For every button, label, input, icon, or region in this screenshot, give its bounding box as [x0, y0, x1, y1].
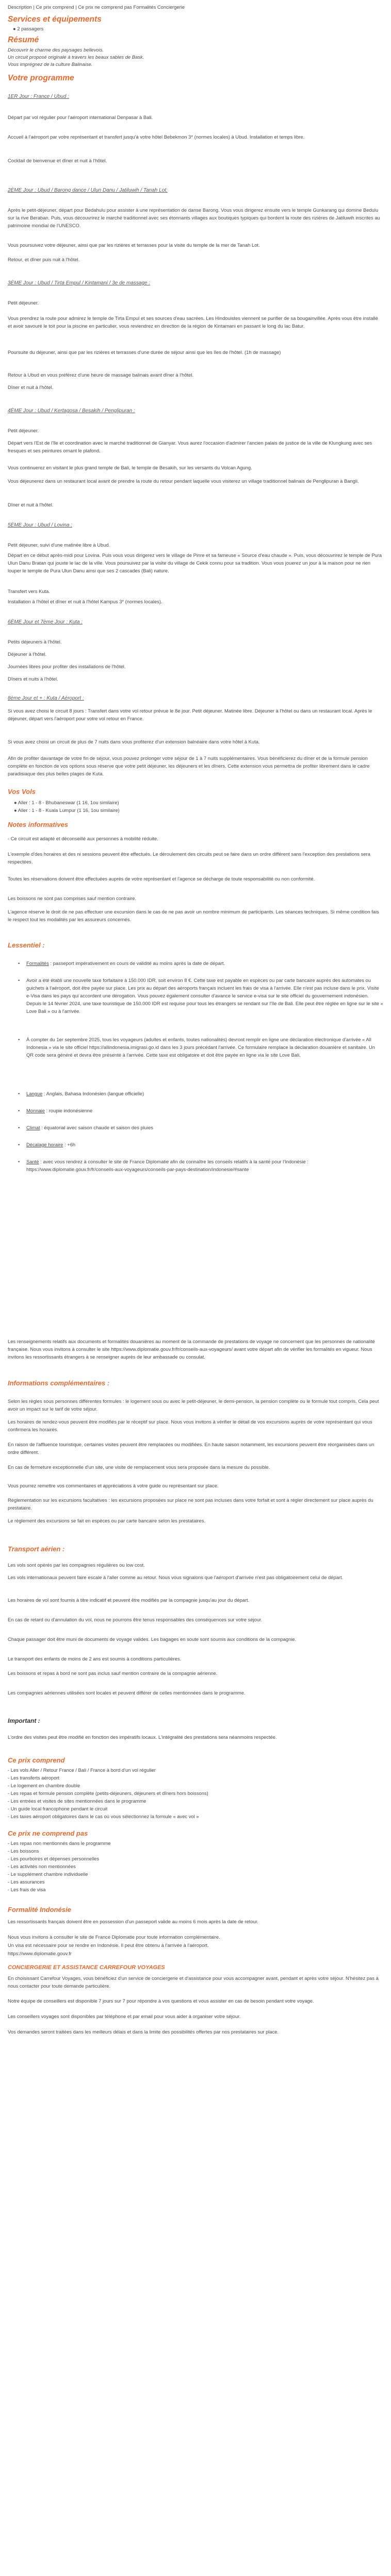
essentiel-item: • Monnaie : roupie indonésienne: [8, 1107, 383, 1114]
prix-ne-comprend-item: - Les repas non mentionnés dans le programme: [8, 1839, 383, 1847]
day-6-para-2: Déjeuner à l'hôtel.: [8, 651, 47, 657]
day-2-para-1: Après le petit-déjeuner, départ pour Bedahulu pour assister à une représentation de danse Barong. Vous vous dirigerez ensuite vers le temple Gunkarang qui domine Bedulu sur la rive Beraban. Puis, vous découvrirez le marché traditionnel avec ses étonnants villages aux boutiques typiques qui bordent la route des rizières de Jatiluwih inscrites au patrimoine mondial de l'UNESCO.: [8, 207, 380, 228]
programme-title: Votre programme: [8, 74, 74, 82]
services-title: Services et équipements: [8, 15, 102, 24]
comp-para-7: Le règlement des excursions se fait en espèces ou par carte bancaire selon les prestataires.: [8, 1518, 206, 1523]
day-8-para-3: Afin de profiter davantage de votre fin de séjour, vous pouvez prolonger votre séjour de 1 à 7 nuits supplémentaires. Vous bénéficierez du dîner et de la formule pension complète en fonction de vos options sous réserve que votre petit déjeuner, les déjeuners et les dîners. Cette extension vous permettra de profiter librement dans le cadre paradisiaque des plus belles plages de Kuta.: [8, 755, 370, 776]
day-8-para-2: Si vous avez choisi un circuit de plus de 7 nuits dans vous profiterez d'un extension balnéaire dans votre hôtel à Kuta.: [8, 739, 260, 744]
important-para: L'ordre des visites peut être modifié en fonction des impératifs locaux. L'intégralité des prestations sera néanmoins respectée.: [8, 1734, 277, 1740]
prix-comprend-item: - Un guide local francophone pendant le circuit: [8, 1805, 383, 1812]
essentiel-title: Lessentiel :: [8, 941, 45, 949]
prix-ne-comprend-item: - Les frais de visa: [8, 1886, 383, 1893]
day-6-para-4: Dîners et nuits à l'hôtel.: [8, 676, 58, 682]
essentiel-item: • Climat : équatorial avec saison chaude et saison des pluies: [8, 1124, 383, 1131]
day-4-para-5: Dîner et nuit à l'hôtel.: [8, 502, 54, 507]
comp-para-2: Les horaires de rendez-vous peuvent être modifiés par le réceptif sur place. Nous vous invitons à vérifier le détail de vos excursions auprès de votre représentant qui vous confirmera les horaires.: [8, 1419, 372, 1432]
conciergerie-para-4: Vos demandes seront traitées dans les meilleurs délais et dans la limite des possibilités offertes par nos prestataires sur place.: [8, 2029, 279, 2035]
notes-para-1: - Ce circuit est adapté et déconseillé aux personnes à mobilité réduite.: [8, 836, 158, 841]
day-4-para-2: Départ vers l'Est de l'île et coordination avec le marché traditionnel de Gianyar. Vous aurez l'occasion d'admirer l'ancien palais de justice de la ville de Klungkung avec ses fresques et ses peintures ornant le plafond.: [8, 440, 372, 453]
transport-title: Transport aérien :: [8, 1545, 65, 1553]
transport-para-5: Chaque passager doit être muni de documents de voyage valides. Les bagages en soute sont soumis aux conditions de la compagnie.: [8, 1636, 297, 1642]
essentiel-item: • Santé : avec vous rendrez à consulter le site de France Diplomatie afin de connaître les conseils relatifs à la santé pour l'Indonésie : https://www.diplomatie.gouv.fr/fr/conseils-aux-voyageurs/conseils-par-pays-destination/indonesie/#sante: [8, 1158, 383, 1173]
prix-ne-comprend-list: [8, 1839, 383, 1893]
day-1-heading: 1ER Jour : France / Ubud :: [8, 94, 69, 99]
day-5-para-2: Départ en ce début après-midi pour Lovina. Puis vous vous dirigerez vers le village de Pinre et sa fameuse « Source d'eau chaude ». Puis, vous découvrirez le temple de Pura Ulun Danu Bratan qui jouxte le lac de la ville. Vous poursuivez par la visite du village de Cekik connu pour sa tradition. Vous vous jouerez un jour à la maison pour ne rien louper le temple de Pura Ulun Danu ainsi que ses 2 cascades (Bali) nature.: [8, 552, 382, 573]
day-1-para-2: Accueil à l'aéroport par votre représentant et transfert jusqu'à votre hôtel Bebekmon 3* (normes locales) à Ubud. Installation et temps libre.: [8, 134, 305, 140]
formalite-para-1: Les ressortissants français doivent être en possession d'un passeport valide au moins 6 mois après la date de retour.: [8, 1919, 258, 1924]
formalite-para-3: Un visa est nécessaire pour se rendre en Indonésie. Il peut être obtenu à l'arrivée à l'aéroport.: [8, 1942, 209, 1948]
day-2-para-2: Vous poursuivez votre déjeuner, ainsi que par les rizières et terrasses pour la visite du temple de la mer de Tanah Lot.: [8, 242, 260, 248]
prix-ne-comprend-item: - Les assurances: [8, 1878, 383, 1886]
day-3-para-3: Poursuite du déjeuner, ainsi que par les rizières et terrasses d'une durée de séjour ainsi que les îles de l'hôtel. (1h de massage): [8, 349, 281, 355]
transport-para-2: Les vols internationaux peuvent faire escale à l'aller comme au retour. Nous vous signalons que l'aéroport d'arrivée n'est pas obligatoirement celui de départ.: [8, 1574, 344, 1580]
service-item: ● 2 passagers: [13, 26, 44, 31]
day-6-heading: 6ÈME Jour et 7ème Jour : Kuta :: [8, 619, 83, 625]
important-title: Important :: [8, 1717, 40, 1724]
day-5-para-4: Installation à l'hôtel et dîner et nuit à l'hôtel Kampus 3* (normes locales).: [8, 599, 162, 604]
vol-item: ● Aller : 1 - 8 - Bhubaneswar (1 16, 1ou similaire): [14, 800, 119, 805]
essentiel-item: • Formalités : passeport impérativement en cours de validité au moins après la date de départ.: [8, 959, 383, 967]
essentiel-item: • Langue : Anglais, Bahasa Indonésien (langue officielle): [8, 1090, 383, 1097]
formalite-title: Formalité Indonésie: [8, 1906, 71, 1913]
day-6-para-1: Petits déjeuners à l'hôtel.: [8, 639, 62, 645]
transport-para-6: Le transport des enfants de moins de 2 ans est soumis à conditions particulières.: [8, 1656, 182, 1662]
complementaires-title: Informations complémentaires :: [8, 1379, 110, 1387]
breadcrumb[interactable]: Description | Ce prix comprend | Ce prix ne comprend pas Formalités Conciergerie: [8, 4, 185, 10]
day-5-para-3: Transfert vers Kuta.: [8, 588, 50, 594]
day-1-para-1: Départ par vol régulier pour l'aéroport international Denpasar à Bali.: [8, 114, 153, 120]
resume-title: Résumé: [8, 36, 39, 44]
comp-para-1: Selon les règles sous personnes différentes formules : le logement sous ou avec le petit-déjeuner, le demi-pension, la pension complète ou le formule tout compris. Cela peut avoir un impact sur le tarif de votre séjour.: [8, 1398, 379, 1412]
notes-para-3: Toutes les réservations doivent être effectuées auprès de votre représentant et l'agence se décharge de toute responsabilité ou non conformité.: [8, 876, 315, 882]
essentiel-item: • Avoir a été établi une nouvelle taxe forfaitaire à 150.000 IDR, soit environ 8 €. Cette taxe est payable en espèces ou par carte bancaire auprès des automates ou guichets à l'aéroport, doit être payée sur place. Les prix au départ des aéroports français incluent les frais de visa à l'arrivée. Elle n'est pas incluse dans le prix. Visite e-Visa dans les pays qui accordent une dérogation. Vous pouvez également consulter d'avance le service e-visa sur le site officiel du gouvernement indonésien. Depuis le 14 février 2024, une taxe touristique de 150.000 IDR est requise pour tous les étrangers se rendant sur l'île de Bali. Elle peut être réglée en ligne sur le site « Love Bali » ou à l'arrivée.: [8, 976, 383, 1015]
prix-ne-comprend-item: - Les pourboires et dépenses personnelles: [8, 1855, 383, 1862]
day-4-para-4: Vous déjeunerez dans un restaurant local avant de prendre la route du retour pendant laquelle vous visiterez un village traditionnel balinais de Penglipuran à Bangli.: [8, 478, 359, 484]
conciergerie-para-3: Les conseillers voyages sont disponibles par téléphone et par email pour vous aider à organiser votre séjour.: [8, 2013, 241, 2019]
transport-para-1: Les vols sont opérés par les compagnies régulières ou low cost.: [8, 1562, 145, 1568]
prix-comprend-list: [8, 1766, 383, 1820]
day-3-para-5: Dîner et nuit à l'hôtel.: [8, 384, 54, 390]
prix-ne-comprend-title: Ce prix ne comprend pas: [8, 1829, 88, 1837]
services-list: [8, 25, 383, 32]
transport-para-4: En cas de retard ou d'annulation du vol, nous ne pourrons être tenus responsables des conséquences sur votre séjour.: [8, 1617, 263, 1622]
prix-ne-comprend-item: - Les boissons: [8, 1847, 383, 1855]
notes-para-2: L'exemple d'des horaires et des ni sessions peuvent être effectués. Le déroulement des circuits peut se faire dans un ordre différent sans l'exception des prestations sera respectées.: [8, 851, 370, 865]
day-4-para-1: Petit déjeuner.: [8, 428, 39, 433]
comp-para-5: Vous pourrez remettre vos commentaires et appréciations à votre guide ou représentant sur place.: [8, 1483, 219, 1488]
vols-list: [8, 799, 383, 814]
prix-comprend-item: - Les taxes aéroport obligatoires dans le cas où vous sélectionnez la formule « avec vol »: [8, 1812, 383, 1820]
comp-para-6: Réglementation sur les excursions facultatives : les excursions proposées sur place ne sont pas incluses dans votre forfait et sont à régler directement sur place auprès du prestataire.: [8, 1497, 373, 1511]
prix-comprend-title: Ce prix comprend: [8, 1756, 65, 1764]
formalite-para-2: Nous vous invitons à consulter le site de France Diplomatie pour toute information complémentaire.: [8, 1934, 220, 1940]
prix-comprend-item: - Les repas et formule pension complète (petits-déjeuners, déjeuners et dîners hors boissons): [8, 1789, 383, 1797]
essentiel-item: • Décalage horaire : +6h: [8, 1141, 383, 1148]
day-2-heading: 2ÈME Jour : Ubud / Barong dance / Ulun Danu / Jatiluwih / Tanah Lot:: [8, 188, 168, 193]
day-5-heading: 5ÈME Jour : Ubud / Lovina :: [8, 522, 73, 528]
day-2-para-3: Retour, et dîner puis nuit à l'hôtel.: [8, 257, 80, 262]
day-8-para-1: Si vous avez choisi le circuit 8 jours : Transfert dans votre vol retour prévue le 8e jour. Petit déjeuner. Matinée libre. Déjeuner à l'hôtel ou dans un restaurant local. Après le déjeuner, départ vers l'aéroport pour votre vol retour en France.: [8, 708, 372, 721]
day-3-para-2: Vous prendrez la route pour admirez le temple de Tirta Empul et ses sources d'eau sacrées. Les Hindouistes viennent se purifier de sa bougainvillée. Après vous être installé et avoir savouré le toit pour la piscine en particulier, vous reviendrez en direction de la région de Kintamani en passant le long du lac Batur.: [8, 315, 378, 329]
prix-comprend-item: - Le logement en chambre double: [8, 1782, 383, 1789]
day-8-heading: 8ème Jour et + : Kuta / Aéroport :: [8, 696, 84, 701]
comp-para-3: En raison de l'affluence touristique, certaines visites peuvent être remplacées ou modifiées. En haute saison notamment, les excursions peuvent être réorganisées dans un ordre différent.: [8, 1442, 374, 1455]
day-4-heading: 4ÈME Jour : Ubud / Kertagosa / Besakih / Penglipuran :: [8, 408, 135, 414]
transport-para-3: Les horaires de vol sont fournis à titre indicatif et peuvent être modifiés par la compagnie jusqu'au jour du départ.: [8, 1597, 250, 1603]
essentiel-item: • À compter du 1er septembre 2025, tous les voyageurs (adultes et enfants, toutes nationalités) devront remplir en ligne une déclaration électronique d'arrivée « All Indonesia » via le site officiel https://allindonesia.imigrasi.go.id dans les 3 jours précédant l'arrivée. Ce formulaire remplace la déclaration douanière et sanitaire. Un QR code sera généré et devra être présenté à l'arrivée. Cette taxe est obligatoire et doit être payée en ligne via le site Love Bali.: [8, 1036, 383, 1059]
day-3-heading: 3ÈME Jour : Ubud / Tirta Empul / Kintamani / 3e de massage :: [8, 280, 151, 286]
transport-para-8: Les compagnies aériennes utilisées sont locales et peuvent différer de celles mentionnées dans le programme.: [8, 1690, 246, 1696]
vol-item: ● Aller : 1 - 8 - Kuala Lumpur (1 16, 1ou similaire): [14, 807, 120, 813]
transport-para-7: Les boissons et repas à bord ne sont pas inclus sauf mention contraire de la compagnie aérienne.: [8, 1670, 218, 1676]
notes-para-5: L'agence réserve le droit de ne pas effectuer une excursion dans le cas de ne pas avoir un nombre minimum de participants. Les séances techniques. Si même condition fais le respect tout les modalités par les assureurs concernés.: [8, 909, 379, 922]
formalite-link[interactable]: https://www.diplomatie.gouv.fr: [8, 1951, 72, 1956]
day-3-para-1: Petit déjeuner.: [8, 300, 39, 306]
conciergerie-para-1: En choisissant Carrefour Voyages, vous bénéficiez d'un service de conciergerie et d'assistance pour vous accompagner avant, pendant et après votre séjour. N'hésitez pas à nous contacter pour toute demande particulière.: [8, 1975, 379, 1989]
resume-text: Découvrir le charme des paysages bellevois. Un circuit proposé originale à travers les beaux sables de Bask. Vous imprégnez de la culture Balinaise.: [8, 47, 144, 67]
conciergerie-title: CONCIERGERIE ET ASSISTANCE CARREFOUR VOYAGES: [8, 1964, 165, 1971]
prix-ne-comprend-item: - Le supplément chambre individuelle: [8, 1870, 383, 1878]
prix-comprend-item: - Les vols Aller / Retour France / Bali / France à bord d'un vol régulier: [8, 1766, 383, 1774]
prix-comprend-item: - Les entrées et visites de sites mentionnées dans le programme: [8, 1797, 383, 1805]
conciergerie-para-2: Notre équipe de conseillers est disponible 7 jours sur 7 pour répondre à vos questions et vous assister en cas de besoin pendant votre voyage.: [8, 1998, 314, 2004]
vols-title: Vos Vols: [8, 788, 36, 795]
essentiel-after: Les renseignements relatifs aux documents et formalités douanières au moment de la commande de prestations de voyage ne concernent que les personnes de nationalité française. Nous vous invitons à consulter le site https://www.diplomatie.gouv.fr/fr/conseils-aux-voyageurs/ avant votre départ afin de vérifier les formalités en vigueur. Nous invitons les ressortissants étrangers à se renseigner auprès de leur ambassade ou consulat.: [8, 1338, 375, 1360]
comp-para-4: En cas de fermeture exceptionnelle d'un site, une visite de remplacement vous sera proposée dans la mesure du possible.: [8, 1464, 270, 1470]
day-6-para-3: Journées libres pour profiter des installations de l'hôtel.: [8, 664, 126, 669]
notes-title: Notes informatives: [8, 821, 69, 828]
essentiel-list: [8, 959, 383, 1182]
prix-comprend-item: - Les transferts aéroport: [8, 1774, 383, 1782]
day-1-para-3: Cocktail de bienvenue et dîner et nuit à l'hôtel.: [8, 158, 107, 163]
day-4-para-3: Vous continuerez en visitant le plus grand temple de Bali, le temple de Besakih, sur les versants du Volcan Agung.: [8, 465, 252, 470]
day-5-para-1: Petit déjeuner, suivi d'une matinée libre à Ubud.: [8, 542, 110, 548]
prix-ne-comprend-item: - Les activités non mentionnées: [8, 1862, 383, 1870]
notes-para-4: Les boissons ne sont pas comprises sauf mention contraire.: [8, 895, 137, 901]
day-3-para-4: Retour à Ubud en vous préférez d'une heure de massage balinais avant dîner à l'hôtel.: [8, 372, 194, 378]
